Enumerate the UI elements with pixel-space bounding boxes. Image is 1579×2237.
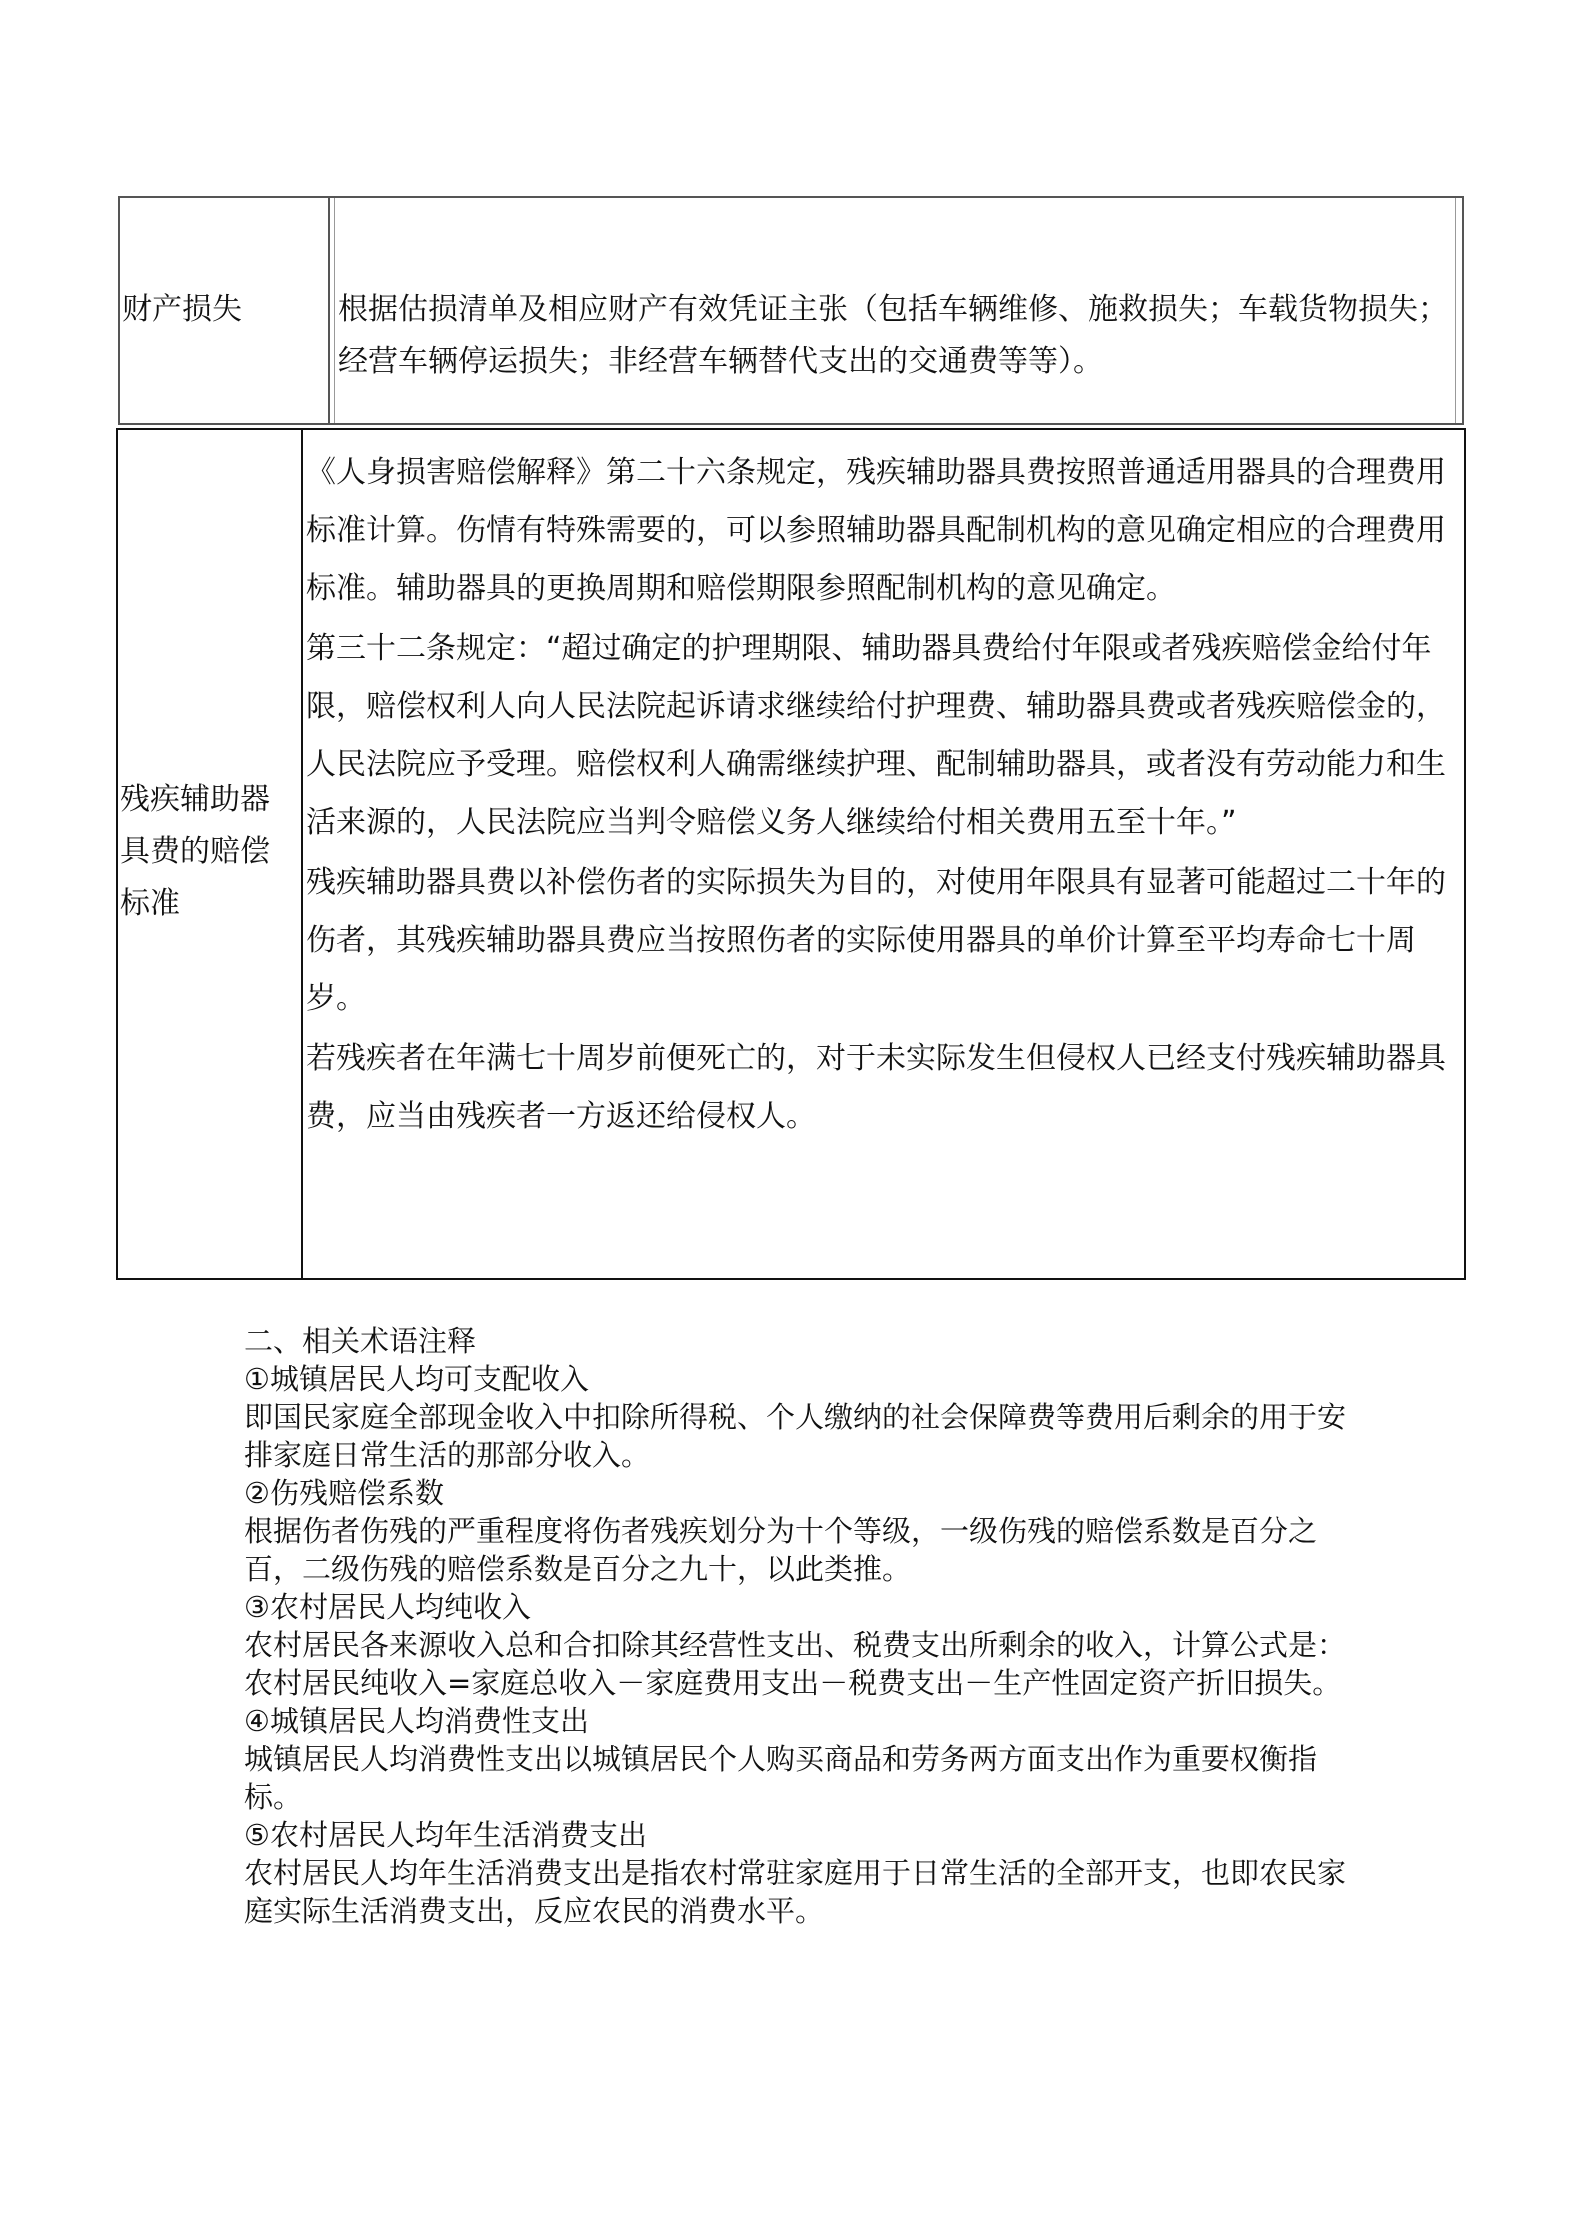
table-inner-border: [334, 198, 335, 423]
term-definition: 农村居民人均年生活消费支出是指农村常驻家庭用于日常生活的全部开支，也即农民家庭实际生活消费支出，反应农民的消费水平。: [244, 1856, 1347, 1928]
aid-paragraph: 《人身损害赔偿解释》第二十六条规定，残疾辅助器具费按照普通适用器具的合理费用标准计算。伤情有特殊需要的，可以参照辅助器具配制机构的意见确定相应的合理费用标准。辅助器具的更换周期和赔偿期限参照配制机构的意见确定。: [306, 455, 1446, 606]
property-loss-content: 根据估损清单及相应财产有效凭证主张（包括车辆维修、施救损失；车载货物损失；经营车辆停运损失；非经营车辆替代支出的交通费等等）。: [338, 292, 1448, 379]
table-column-divider: [301, 430, 303, 1278]
term-definition: 根据伤者伤残的严重程度将伤者残疾划分为十个等级，一级伤残的赔偿系数是百分之百，二级伤残的赔偿系数是百分之九十，以此类推。: [244, 1514, 1318, 1586]
term-title: ①城镇居民人均可支配收入: [244, 1362, 589, 1396]
term-title: ③农村居民人均纯收入: [244, 1590, 531, 1624]
notes-heading: 二、相关术语注释: [244, 1324, 477, 1358]
term-definition: 即国民家庭全部现金收入中扣除所得税、个人缴纳的社会保障费等费用后剩余的用于安排家庭日常生活的那部分收入。: [244, 1400, 1347, 1472]
disability-aid-table: [116, 428, 1466, 1280]
table-column-divider: [328, 198, 330, 423]
aid-paragraph: 若残疾者在年满七十周岁前便死亡的，对于未实际发生但侵权人已经支付残疾辅助器具费，应当由残疾者一方返还给侵权人。: [306, 1041, 1446, 1134]
term-definition: 农村居民各来源收入总和合扣除其经营性支出、税费支出所剩余的收入，计算公式是：农村居民纯收入=家庭总收入－家庭费用支出－税费支出－生产性固定资产折旧损失。: [244, 1628, 1347, 1700]
term-title: ④城镇居民人均消费性支出: [244, 1704, 589, 1738]
disability-aid-label: 残疾辅助器具费的赔偿标准: [120, 782, 270, 921]
property-loss-label: 财产损失: [122, 292, 242, 327]
aid-paragraph: 第三十二条规定：“超过确定的护理期限、辅助器具费给付年限或者残疾赔偿金给付年限，赔偿权利人向人民法院起诉请求继续给付护理费、辅助器具费或者残疾赔偿金的，人民法院应予受理。赔偿权利人确需继续护理、配制辅助器具，或者没有劳动能力和生活来源的，人民法院应当判令赔偿义务人继续给付相关费用五至十年。”: [306, 631, 1446, 840]
property-loss-table: [118, 196, 1464, 425]
term-definition: 城镇居民人均消费性支出以城镇居民个人购买商品和劳务两方面支出作为重要权衡指标。: [244, 1742, 1318, 1814]
terms-notes-section: [244, 1322, 1354, 1930]
disability-aid-content: [306, 444, 1466, 1148]
term-title: ②伤残赔偿系数: [244, 1476, 444, 1510]
aid-paragraph: 残疾辅助器具费以补偿伤者的实际损失为目的，对使用年限具有显著可能超过二十年的伤者，其残疾辅助器具费应当按照伤者的实际使用器具的单价计算至平均寿命七十周岁。: [306, 865, 1446, 1016]
term-title: ⑤农村居民人均年生活消费支出: [244, 1818, 647, 1852]
